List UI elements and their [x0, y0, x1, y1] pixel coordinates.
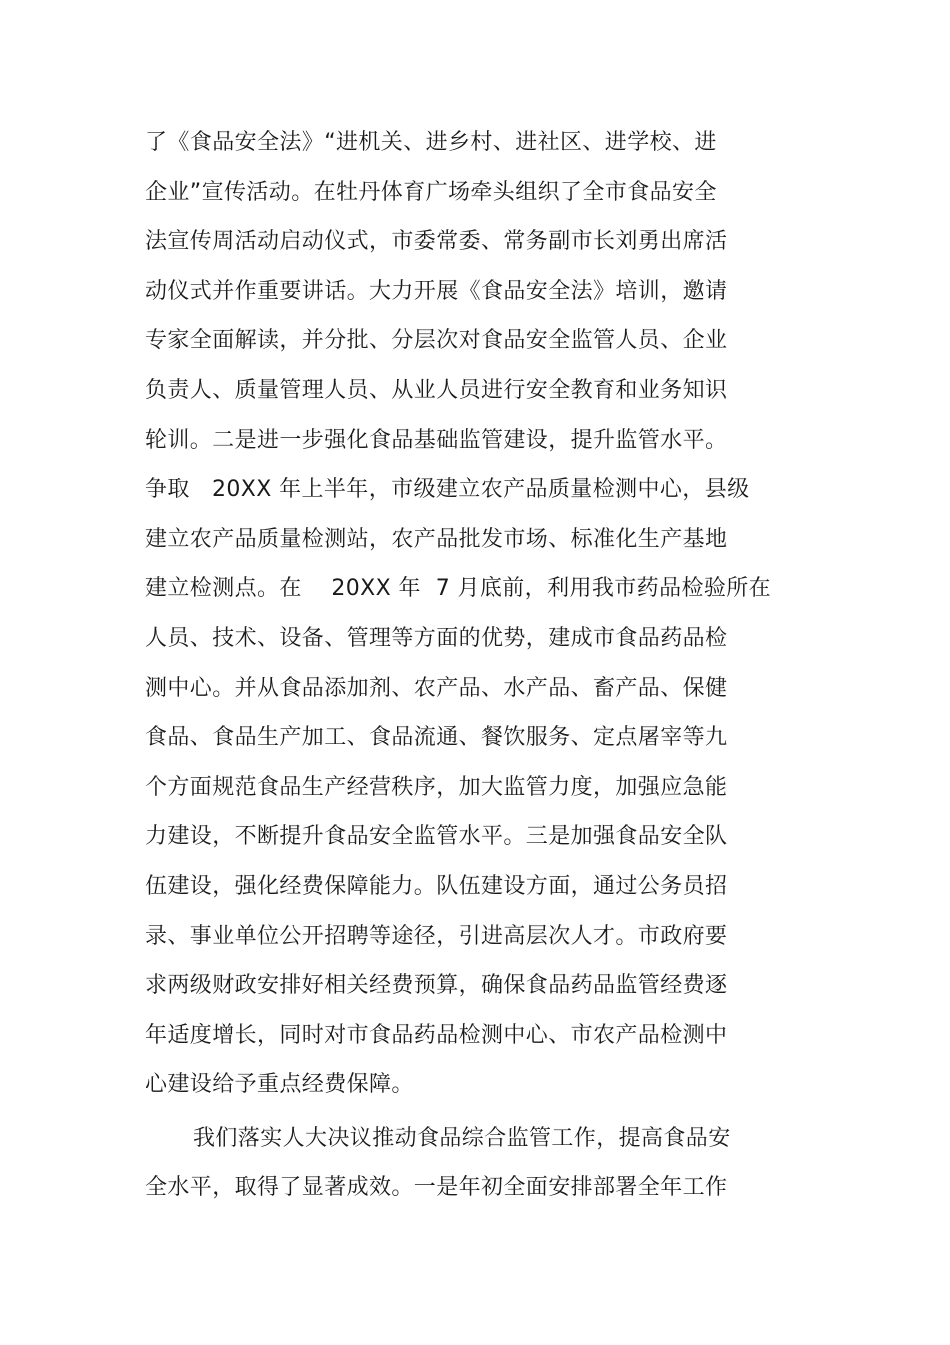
text-line: 人员、技术、设备、管理等方面的优势，建成市食品药品检 [145, 625, 728, 651]
text-line: 年适度增长，同时对市食品药品检测中心、市农产品检测中 [145, 1022, 728, 1048]
text-line: 伍建设，强化经费保障能力。队伍建设方面，通过公务员招 [145, 873, 728, 899]
paragraph-1 [145, 118, 805, 1110]
text-line: 负责人、质量管理人员、从业人员进行安全教育和业务知识 [145, 377, 728, 403]
text-line: 动仪式并作重要讲话。大力开展《食品安全法》培训，邀请 [145, 278, 728, 304]
text-line: 食品、食品生产加工、食品流通、餐饮服务、定点屠宰等九 [145, 725, 728, 751]
text-line: 全水平，取得了显著成效。一是年初全面安排部署全年工作 [145, 1175, 728, 1201]
text-line: 个方面规范食品生产经营秩序，加大监管力度，加强应急能 [145, 774, 728, 800]
body-text [145, 118, 805, 1213]
text-line: 心建设给予重点经费保障。 [145, 1072, 414, 1098]
text-line: 建立检测点。在 20XX 年 7 月底前，利用我市药品检验所在 [145, 576, 772, 602]
text-line: 轮训。二是进一步强化食品基础监管建设，提升监管水平。 [145, 427, 728, 453]
text-line: 企业”宣传活动。在牡丹体育广场牵头组织了全市食品安全 [145, 179, 717, 205]
text-line: 建立农产品质量检测站，农产品批发市场、标准化生产基地 [145, 526, 728, 552]
text-line: 争取 20XX 年上半年，市级建立农产品质量检测中心，县级 [145, 477, 750, 503]
text-line: 力建设，不断提升食品安全监管水平。三是加强食品安全队 [145, 824, 728, 850]
text-line: 专家全面解读，并分批、分层次对食品安全监管人员、企业 [145, 328, 728, 354]
text-line: 法宣传周活动启动仪式，市委常委、常务副市长刘勇出席活 [145, 229, 728, 255]
text-line: 了《食品安全法》“进机关、进乡村、进社区、进学校、进 [145, 130, 717, 155]
text-line: 我们落实人大决议推动食品综合监管工作，提高食品安 [193, 1125, 731, 1151]
text-line: 测中心。并从食品添加剂、农产品、水产品、畜产品、保健 [145, 675, 728, 701]
paragraph-2 [145, 1114, 805, 1213]
text-line: 录、事业单位公开招聘等途径，引进高层次人才。市政府要 [145, 923, 728, 949]
text-line: 求两级财政安排好相关经费预算，确保食品药品监管经费逐 [145, 973, 728, 999]
